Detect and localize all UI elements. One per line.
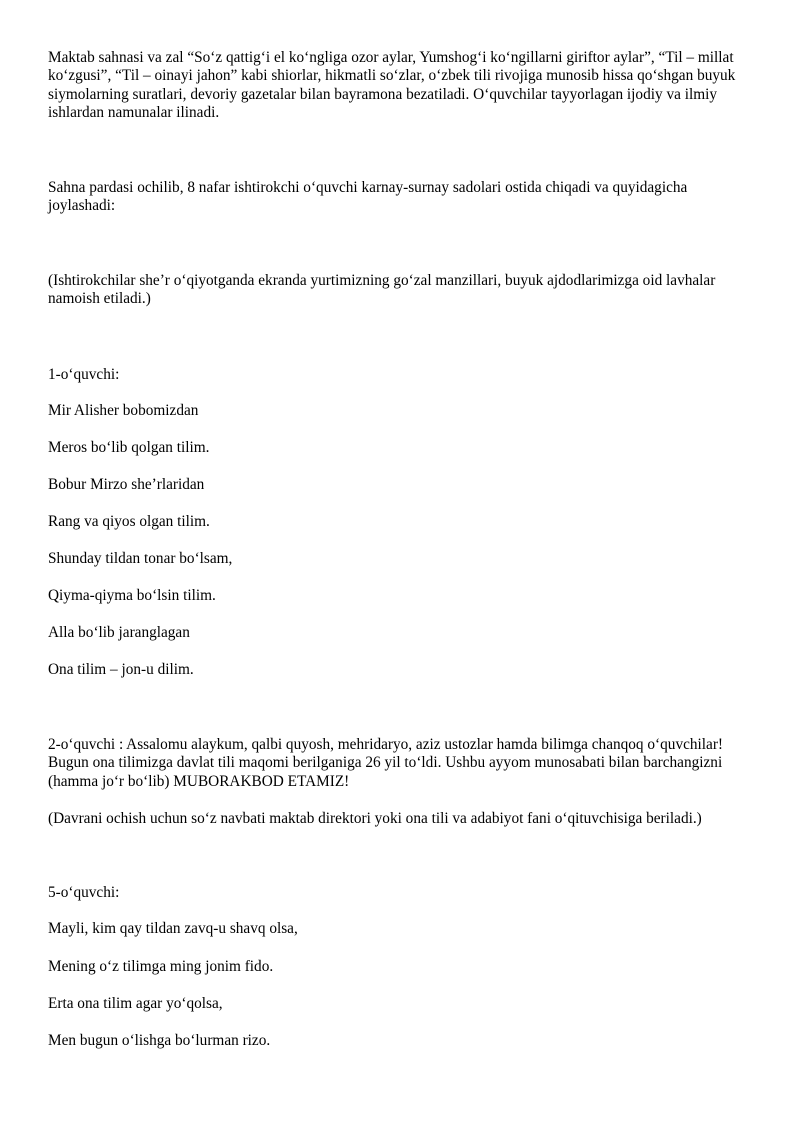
poem-line: Alla bo‘lib jaranglagan [48,624,190,641]
poem-line: Ona tilim – jon-u dilim. [48,661,194,678]
poem-line: Shunday tildan tonar bo‘lsam, [48,550,233,567]
poem-line: Qiyma-qiyma bo‘lsin tilim. [48,587,216,604]
student1-heading: 1-o‘quvchi: [48,366,120,383]
poem-line: Erta ona tilim agar yo‘qolsa, [48,995,223,1012]
student5-heading: 5-o‘quvchi: [48,884,120,901]
intro-paragraph: Maktab sahnasi va zal “So‘z qattig‘i el ko‘ngliga ozor aylar, Yumshog‘i ko‘ngillarni giriftor aylar”, “Til – millat ko‘zgusi”, “Til – oinayi jahon” kabi shiorlar, hikmatli so‘zlar, o‘zbek tili rivojiga munosib hissa qo‘shgan buyuk siymolarning suratlari, devoriy gazetalar bilan bayramona bezatiladi. O‘quvchilar tayyorlagan ijodiy va ilmiy ishlardan namunalar ilinadi. [48,49,736,122]
poem-line: Mir Alisher bobomizdan [48,402,199,419]
student2-speech: 2-o‘quvchi : Assalomu alaykum, qalbi quyosh, mehridaryo, aziz ustozlar hamda bilimga chanqoq o‘quvchilar! Bugun ona tilimizga davlat tili maqomi berilganiga 26 yil to‘ldi. Ushbu ayyom munosabati bilan barchangizni (hamma jo‘r bo‘lib) MUBORAKBOD ETAMIZ! [48,736,724,790]
stage-paragraph: Sahna pardasi ochilib, 8 nafar ishtirokchi o‘quvchi karnay-surnay sadolari ostida chiqadi va quyidagicha joylashadi: [48,179,688,215]
student2-note: (Davrani ochish uchun so‘z navbati maktab direktori yoki ona tili va adabiyot fani o‘qituvchisiga beriladi.) [48,810,702,827]
poem-line: Bobur Mirzo she’rlaridan [48,476,205,493]
poem-line: Rang va qiyos olgan tilim. [48,513,210,530]
screen-note: (Ishtirokchilar she’r o‘qiyotganda ekranda yurtimizning go‘zal manzillari, buyuk ajdodlarimizga oid lavhalar namoish etiladi.) [48,272,716,308]
poem-line: Mayli, kim qay tildan zavq-u shavq olsa, [48,920,298,937]
poem-line: Men bugun o‘lishga bo‘lurman rizo. [48,1032,271,1049]
poem-line: Meros bo‘lib qolgan tilim. [48,439,210,456]
poem-line: Mening o‘z tilimga ming jonim fido. [48,958,274,975]
